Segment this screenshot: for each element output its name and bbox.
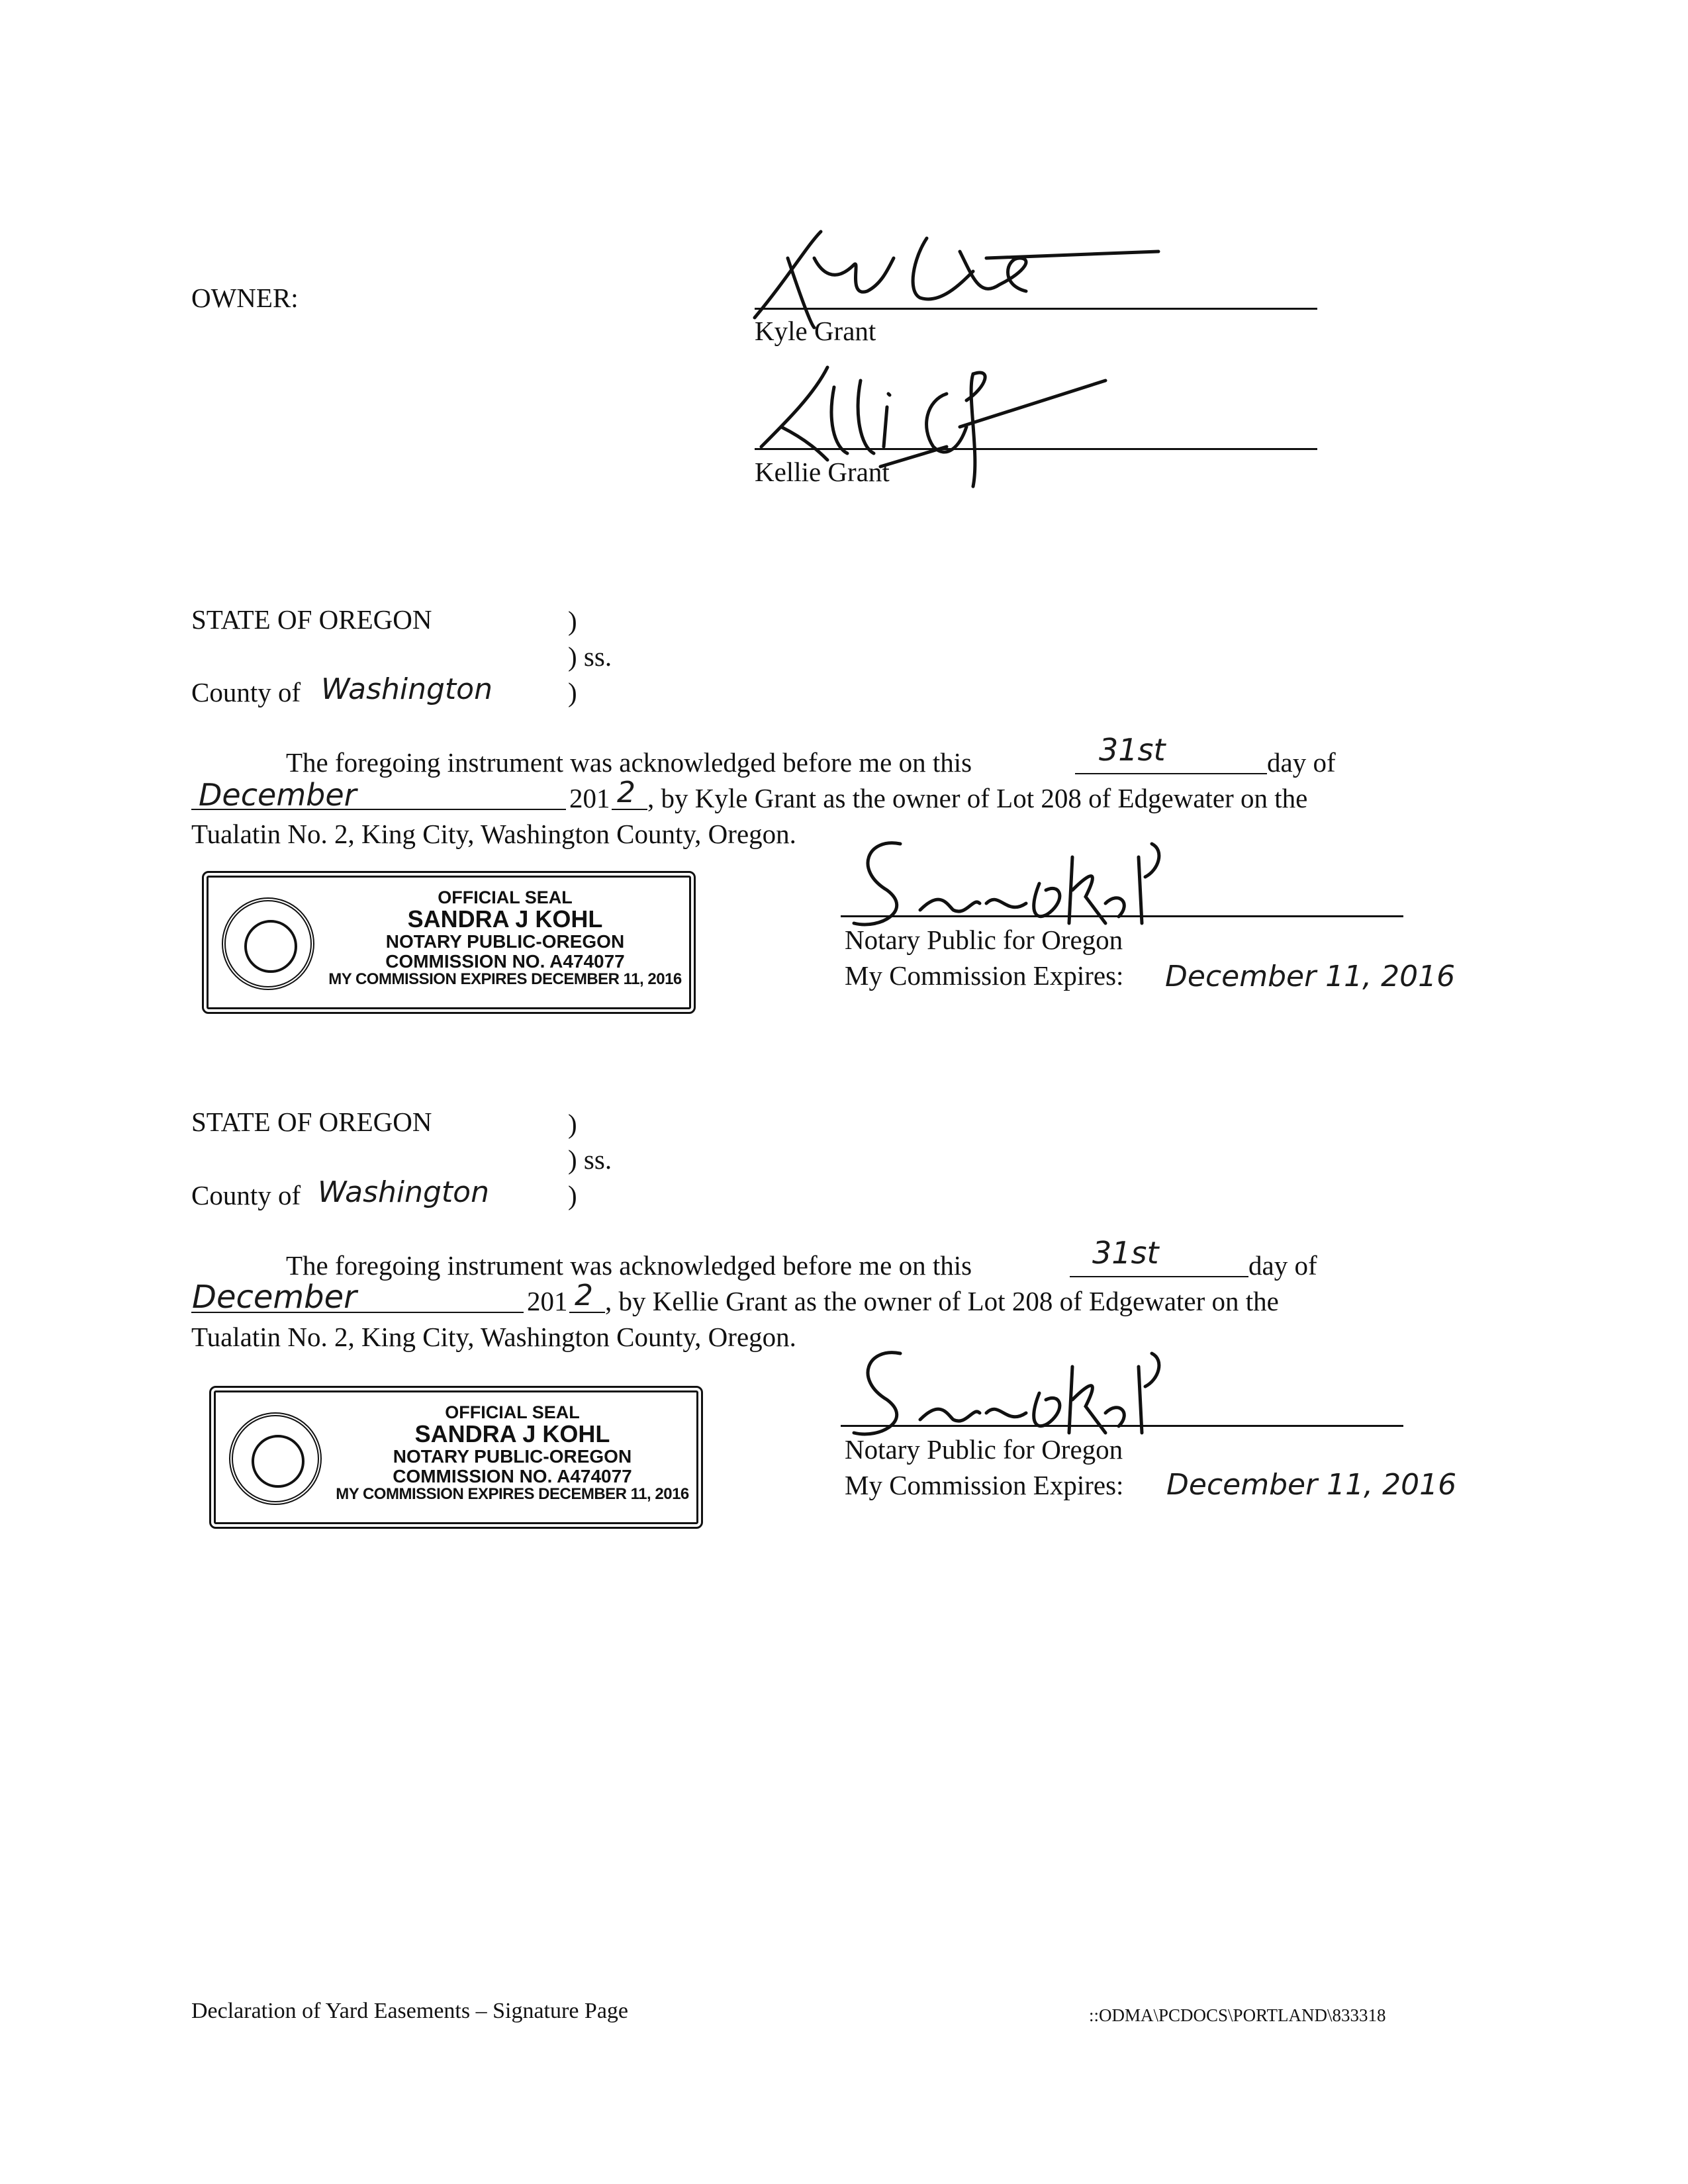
day-suffix: day of [1267, 747, 1336, 778]
state-heading: STATE OF OREGON [191, 1107, 432, 1137]
seal-line: COMMISSION NO. A474077 [385, 950, 625, 972]
notary-signature-line [841, 915, 1403, 917]
owner-label: OWNER: [191, 283, 299, 313]
day-blank [1075, 773, 1267, 774]
footer-title: Declaration of Yard Easements – Signature Page [191, 1999, 628, 2023]
year-handwritten: 2 [617, 776, 635, 809]
seal-line: COMMISSION NO. A474077 [393, 1465, 632, 1486]
seal-line: NOTARY PUBLIC-OREGON [393, 1446, 632, 1467]
commission-expires-label: My Commission Expires: [845, 1470, 1124, 1500]
seal-line: MY COMMISSION EXPIRES DECEMBER 11, 2016 [328, 970, 682, 988]
notary-seal [202, 871, 696, 1014]
venue-paren: ) [568, 677, 577, 707]
seal-line: SANDRA J KOHL [414, 1420, 610, 1448]
notary-signature-line [841, 1425, 1403, 1427]
county-label: County of [191, 677, 301, 707]
venue-paren: ) [568, 1109, 577, 1139]
notary-title: Notary Public for Oregon [845, 1434, 1123, 1465]
ack-sentence-end: Tualatin No. 2, King City, Washington County, Oregon. [191, 819, 796, 849]
county-handwritten: Washington [318, 1175, 489, 1209]
kellie-signature-line [755, 448, 1317, 450]
venue-ss: ) ss. [568, 641, 612, 672]
ack-sentence-mid: , by Kellie Grant as the owner of Lot 208 of Edgewater on the [605, 1286, 1279, 1316]
commission-expires-label: My Commission Expires: [845, 960, 1124, 991]
ack-sentence-start: The foregoing instrument was acknowledged before me on this [286, 747, 972, 778]
signer-name: Kellie Grant [755, 457, 890, 487]
footer-doc-ref: ::ODMA\PCDOCS\PORTLAND\833318 [1089, 2005, 1386, 2025]
month-handwritten: December [192, 1279, 357, 1316]
seal-line: MY COMMISSION EXPIRES DECEMBER 11, 2016 [336, 1484, 689, 1503]
ack-sentence-mid: , by Kyle Grant as the owner of Lot 208 of Edgewater on the [647, 783, 1308, 813]
state-heading: STATE OF OREGON [191, 604, 432, 635]
state-seal-emblem [222, 897, 314, 990]
venue-paren: ) [568, 1180, 577, 1210]
seal-line: OFFICIAL SEAL [445, 1402, 580, 1422]
day-handwritten: 31st [1099, 732, 1166, 768]
state-seal-emblem [229, 1412, 322, 1505]
seal-line: NOTARY PUBLIC-OREGON [385, 931, 625, 952]
county-label: County of [191, 1180, 301, 1210]
seal-line: OFFICIAL SEAL [438, 887, 573, 907]
ack-sentence-start: The foregoing instrument was acknowledged before me on this [286, 1250, 972, 1281]
county-handwritten: Washington [321, 672, 492, 706]
kyle-grant-signature [748, 218, 1158, 331]
signer-name: Kyle Grant [755, 316, 876, 346]
commission-expires-handwritten: December 11, 2016 [1165, 960, 1456, 993]
notary-title: Notary Public for Oregon [845, 925, 1123, 955]
month-handwritten: December [199, 777, 357, 813]
year-handwritten: 2 [575, 1279, 593, 1312]
venue-ss: ) ss. [568, 1144, 612, 1175]
day-suffix: day of [1248, 1250, 1317, 1281]
notary-seal [209, 1386, 703, 1529]
ack-sentence-end: Tualatin No. 2, King City, Washington County, Oregon. [191, 1322, 796, 1352]
seal-line: SANDRA J KOHL [407, 905, 603, 933]
year-prefix: 201 [527, 1286, 568, 1316]
day-handwritten: 31st [1092, 1235, 1159, 1271]
venue-paren: ) [568, 606, 577, 636]
day-blank [1070, 1276, 1248, 1277]
kyle-signature-line [755, 308, 1317, 310]
commission-expires-handwritten: December 11, 2016 [1166, 1468, 1457, 1502]
year-prefix: 201 [569, 783, 610, 813]
